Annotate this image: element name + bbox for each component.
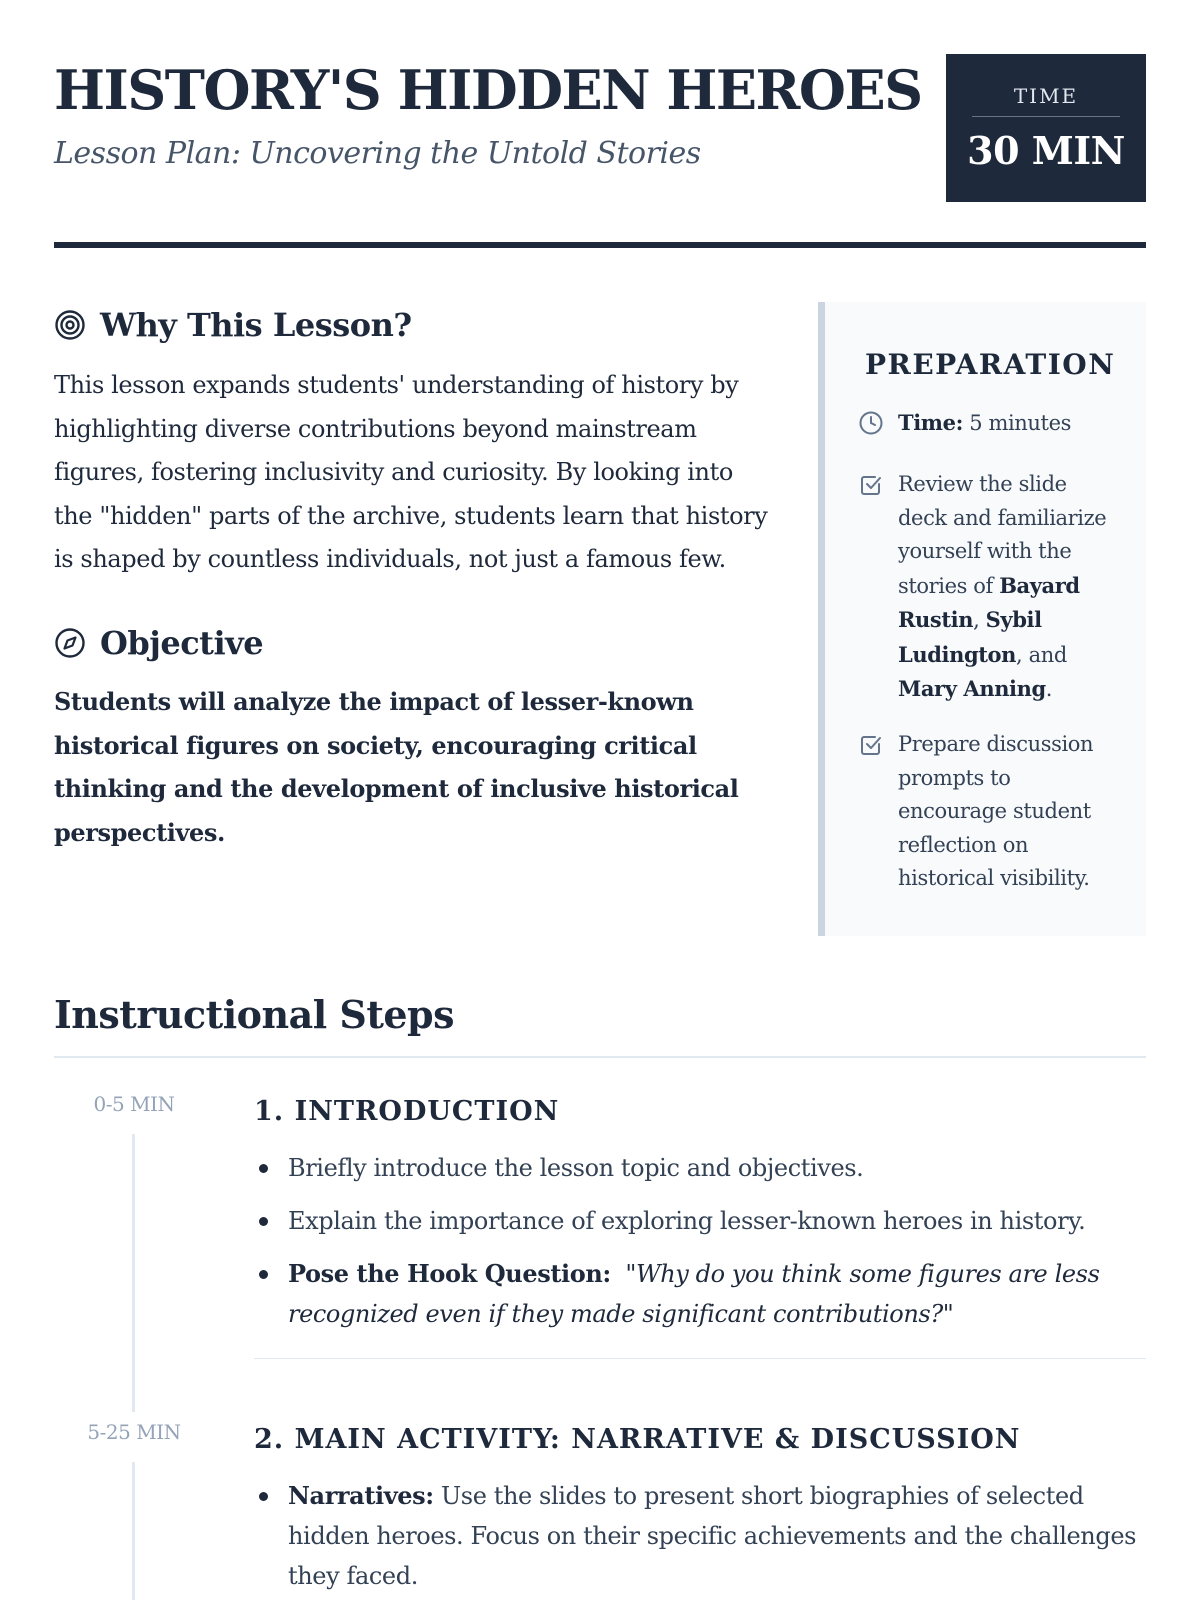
- page-title: HISTORY'S HIDDEN HEROES: [54, 58, 922, 122]
- step2-time: 5-25 MIN: [87, 1420, 181, 1444]
- list-item: [254, 1476, 1146, 1596]
- compass-icon: [54, 627, 86, 659]
- hook-question-quote: "Why do you think some figures are less recognized even if they made significant contributions?": [288, 1260, 1100, 1328]
- step2-timeline: [132, 1462, 135, 1600]
- time-badge-label: TIME: [972, 84, 1120, 117]
- prep-time-text: [898, 406, 1071, 441]
- page-header: [54, 54, 1146, 202]
- prep-item-review: [858, 468, 1118, 707]
- prep-review-intro: Review the slide deck and familiarize yourself with the stories of: [898, 472, 1107, 598]
- narratives-label: Narratives:: [288, 1481, 434, 1510]
- prep-time-item: [858, 406, 1118, 441]
- hero-name-3: Mary Anning: [898, 676, 1046, 701]
- step1-bullet1-text: Briefly introduce the lesson topic and objectives.: [288, 1154, 864, 1182]
- list-item: [254, 1201, 1146, 1241]
- why-paragraph: This lesson expands students' understanding of history by highlighting diverse contributions beyond mainstream figures, fostering inclusivity and curiosity. By looking into the "hidden" parts of the archive, students learn that history is shaped by countless individuals, not just a famous few.: [54, 371, 768, 573]
- checkbox-checked-icon: [858, 732, 884, 758]
- prep-separator-2: , and: [1016, 642, 1067, 667]
- narratives-text: Use the slides to present short biographies of selected hidden heroes. Focus on their specific achievements and the challenges they faced.: [288, 1482, 1137, 1590]
- time-badge-value: 30 MIN: [967, 128, 1125, 173]
- why-section-heading: [54, 306, 412, 344]
- prep-time-value: 5 minutes: [962, 411, 1071, 435]
- why-heading: Why This Lesson?: [100, 306, 412, 344]
- step1-time: 0-5 MIN: [93, 1092, 175, 1116]
- page-subtitle: Lesson Plan: Uncovering the Untold Stories: [54, 136, 701, 171]
- prep-review-text: [898, 468, 1118, 707]
- list-item: [254, 1148, 1146, 1188]
- step1-timeline: [132, 1134, 135, 1412]
- prep-review-end: .: [1045, 677, 1053, 701]
- step2-title: 2. MAIN ACTIVITY: NARRATIVE & DISCUSSION: [254, 1424, 1021, 1455]
- objective-section-heading: [54, 624, 263, 662]
- prep-time-label: Time:: [898, 410, 963, 435]
- hero-name-2: Sybil Ludington: [898, 607, 1042, 667]
- step-separator: [254, 1358, 1146, 1359]
- preparation-title: PREPARATION: [865, 348, 1116, 381]
- prep-discussion-text: Prepare discussion prompts to encourage student reflection on historical visibility.: [898, 732, 1094, 890]
- list-item: [254, 1254, 1146, 1334]
- prep-item-discussion: [858, 728, 1118, 896]
- objective-heading: Objective: [100, 624, 264, 662]
- clock-icon: [858, 410, 884, 436]
- header-divider: [54, 242, 1146, 248]
- steps-heading: Instructional Steps: [54, 992, 455, 1037]
- step2-bullets: [254, 1476, 1146, 1600]
- hook-question-label: Pose the Hook Question:: [288, 1259, 611, 1288]
- checkbox-checked-icon: [858, 472, 884, 498]
- target-icon: [54, 309, 86, 341]
- steps-divider: [54, 1056, 1146, 1058]
- step1-bullets: [254, 1148, 1146, 1347]
- lesson-plan-page: [54, 0, 1146, 1600]
- time-badge: [946, 54, 1146, 202]
- prep-separator-1: ,: [973, 608, 986, 632]
- step1-bullet2-text: Explain the importance of exploring lesser-known heroes in history.: [288, 1207, 1086, 1235]
- objective-paragraph: Students will analyze the impact of lesser-known historical figures on society, encouraging critical thinking and the development of inclusive historical perspectives.: [54, 687, 739, 847]
- step1-title: 1. INTRODUCTION: [254, 1096, 560, 1127]
- hero-name-1: Bayard Rustin: [898, 572, 1080, 632]
